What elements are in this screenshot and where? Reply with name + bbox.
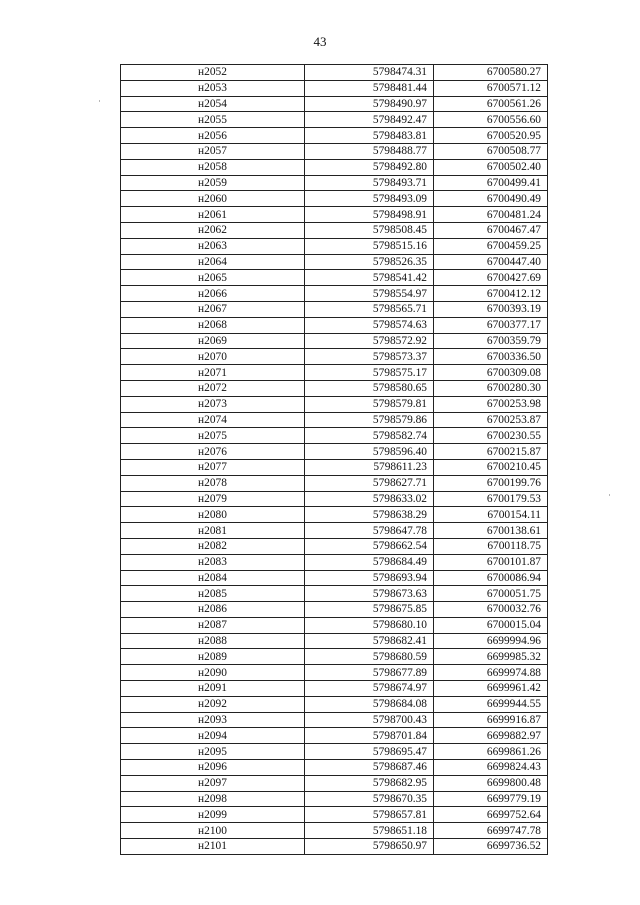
y-coordinate-cell: 6700210.45 [434,459,548,475]
x-coordinate-cell: 5798677.89 [305,665,434,681]
table-row [121,744,548,760]
table-row [121,728,548,744]
y-coordinate-cell: 6700118.75 [434,538,548,554]
x-coordinate-cell: 5798493.71 [305,175,434,191]
table-row [121,712,548,728]
y-coordinate-cell: 6699994.96 [434,633,548,649]
point-id-cell: н2059 [121,175,305,191]
table-row [121,365,548,381]
table-row [121,112,548,128]
y-coordinate-cell: 6699779.19 [434,791,548,807]
y-coordinate-cell: 6700138.61 [434,523,548,539]
point-id-cell: н2087 [121,617,305,633]
table-row [121,128,548,144]
point-id-cell: н2098 [121,791,305,807]
table-row [121,191,548,207]
x-coordinate-cell: 5798700.43 [305,712,434,728]
table-row [121,65,548,81]
table-row [121,444,548,460]
table-row [121,570,548,586]
point-id-cell: н2094 [121,728,305,744]
y-coordinate-cell: 6700459.25 [434,238,548,254]
x-coordinate-cell: 5798579.81 [305,396,434,412]
point-id-cell: н2088 [121,633,305,649]
table-row [121,80,548,96]
point-id-cell: н2056 [121,128,305,144]
y-coordinate-cell: 6700499.41 [434,175,548,191]
point-id-cell: н2078 [121,475,305,491]
table-row [121,681,548,697]
table-row [121,554,548,570]
x-coordinate-cell: 5798572.92 [305,333,434,349]
table-row [121,349,548,365]
y-coordinate-cell: 6700230.55 [434,428,548,444]
y-coordinate-cell: 6700393.19 [434,301,548,317]
x-coordinate-cell: 5798627.71 [305,475,434,491]
x-coordinate-cell: 5798673.63 [305,586,434,602]
point-id-cell: н2069 [121,333,305,349]
x-coordinate-cell: 5798680.10 [305,617,434,633]
x-coordinate-cell: 5798680.59 [305,649,434,665]
table-row [121,491,548,507]
y-coordinate-cell: 6699916.87 [434,712,548,728]
point-id-cell: н2100 [121,823,305,839]
x-coordinate-cell: 5798701.84 [305,728,434,744]
x-coordinate-cell: 5798493.09 [305,191,434,207]
point-id-cell: н2080 [121,507,305,523]
x-coordinate-cell: 5798554.97 [305,286,434,302]
x-coordinate-cell: 5798515.16 [305,238,434,254]
x-coordinate-cell: 5798488.77 [305,143,434,159]
y-coordinate-cell: 6699736.52 [434,839,548,855]
x-coordinate-cell: 5798498.91 [305,207,434,223]
y-coordinate-cell: 6700412.12 [434,286,548,302]
table-row [121,207,548,223]
table-row [121,665,548,681]
y-coordinate-cell: 6700508.77 [434,143,548,159]
point-id-cell: н2054 [121,96,305,112]
x-coordinate-cell: 5798565.71 [305,301,434,317]
y-coordinate-cell: 6700359.79 [434,333,548,349]
x-coordinate-cell: 5798474.31 [305,65,434,81]
y-coordinate-cell: 6699747.78 [434,823,548,839]
x-coordinate-cell: 5798492.80 [305,159,434,175]
table-row [121,175,548,191]
scan-speck [609,494,610,496]
y-coordinate-cell: 6699944.55 [434,696,548,712]
point-id-cell: н2092 [121,696,305,712]
table-row [121,791,548,807]
coordinates-table [120,64,548,855]
point-id-cell: н2084 [121,570,305,586]
point-id-cell: н2096 [121,760,305,776]
y-coordinate-cell: 6700253.87 [434,412,548,428]
y-coordinate-cell: 6700199.76 [434,475,548,491]
y-coordinate-cell: 6700556.60 [434,112,548,128]
table-row [121,602,548,618]
point-id-cell: н2073 [121,396,305,412]
y-coordinate-cell: 6700571.12 [434,80,548,96]
table-row [121,775,548,791]
point-id-cell: н2093 [121,712,305,728]
point-id-cell: н2079 [121,491,305,507]
x-coordinate-cell: 5798541.42 [305,270,434,286]
x-coordinate-cell: 5798682.41 [305,633,434,649]
x-coordinate-cell: 5798675.85 [305,602,434,618]
point-id-cell: н2089 [121,649,305,665]
point-id-cell: н2055 [121,112,305,128]
point-id-cell: н2071 [121,365,305,381]
point-id-cell: н2066 [121,286,305,302]
y-coordinate-cell: 6700015.04 [434,617,548,633]
x-coordinate-cell: 5798611.23 [305,459,434,475]
point-id-cell: н2060 [121,191,305,207]
x-coordinate-cell: 5798638.29 [305,507,434,523]
table-row [121,254,548,270]
y-coordinate-cell: 6700086.94 [434,570,548,586]
table-row [121,286,548,302]
x-coordinate-cell: 5798580.65 [305,380,434,396]
table-row [121,586,548,602]
point-id-cell: н2076 [121,444,305,460]
table-row [121,523,548,539]
point-id-cell: н2077 [121,459,305,475]
point-id-cell: н2082 [121,538,305,554]
x-coordinate-cell: 5798662.54 [305,538,434,554]
x-coordinate-cell: 5798633.02 [305,491,434,507]
x-coordinate-cell: 5798657.81 [305,807,434,823]
table-row [121,633,548,649]
point-id-cell: н2072 [121,380,305,396]
point-id-cell: н2083 [121,554,305,570]
x-coordinate-cell: 5798574.63 [305,317,434,333]
table-row [121,396,548,412]
point-id-cell: н2090 [121,665,305,681]
x-coordinate-cell: 5798684.49 [305,554,434,570]
scan-speck [99,100,100,102]
y-coordinate-cell: 6700427.69 [434,270,548,286]
point-id-cell: н2074 [121,412,305,428]
table-row [121,807,548,823]
y-coordinate-cell: 6700520.95 [434,128,548,144]
table-row [121,839,548,855]
table-row [121,333,548,349]
table-row [121,428,548,444]
x-coordinate-cell: 5798596.40 [305,444,434,460]
table-row [121,412,548,428]
point-id-cell: н2057 [121,143,305,159]
point-id-cell: н2070 [121,349,305,365]
table-row [121,159,548,175]
point-id-cell: н2075 [121,428,305,444]
point-id-cell: н2061 [121,207,305,223]
y-coordinate-cell: 6699800.48 [434,775,548,791]
x-coordinate-cell: 5798651.18 [305,823,434,839]
y-coordinate-cell: 6700309.08 [434,365,548,381]
table-row [121,459,548,475]
point-id-cell: н2085 [121,586,305,602]
point-id-cell: н2097 [121,775,305,791]
point-id-cell: н2064 [121,254,305,270]
x-coordinate-cell: 5798695.47 [305,744,434,760]
y-coordinate-cell: 6700280.30 [434,380,548,396]
x-coordinate-cell: 5798508.45 [305,222,434,238]
y-coordinate-cell: 6700467.47 [434,222,548,238]
table-row [121,317,548,333]
y-coordinate-cell: 6700502.40 [434,159,548,175]
table-row [121,760,548,776]
point-id-cell: н2095 [121,744,305,760]
y-coordinate-cell: 6699974.88 [434,665,548,681]
table-row [121,507,548,523]
y-coordinate-cell: 6700377.17 [434,317,548,333]
table-row [121,270,548,286]
table-row [121,823,548,839]
point-id-cell: н2052 [121,65,305,81]
y-coordinate-cell: 6700101.87 [434,554,548,570]
table-row [121,617,548,633]
x-coordinate-cell: 5798575.17 [305,365,434,381]
page-number: 43 [313,34,327,49]
x-coordinate-cell: 5798693.94 [305,570,434,586]
y-coordinate-cell: 6700481.24 [434,207,548,223]
x-coordinate-cell: 5798687.46 [305,760,434,776]
point-id-cell: н2063 [121,238,305,254]
y-coordinate-cell: 6700032.76 [434,602,548,618]
y-coordinate-cell: 6700447.40 [434,254,548,270]
point-id-cell: н2067 [121,301,305,317]
x-coordinate-cell: 5798481.44 [305,80,434,96]
point-id-cell: н2086 [121,602,305,618]
y-coordinate-cell: 6699824.43 [434,760,548,776]
point-id-cell: н2062 [121,222,305,238]
table-row [121,696,548,712]
x-coordinate-cell: 5798684.08 [305,696,434,712]
y-coordinate-cell: 6700154.11 [434,507,548,523]
table-row [121,222,548,238]
x-coordinate-cell: 5798483.81 [305,128,434,144]
y-coordinate-cell: 6700051.75 [434,586,548,602]
table-row [121,538,548,554]
y-coordinate-cell: 6699961.42 [434,681,548,697]
y-coordinate-cell: 6700580.27 [434,65,548,81]
point-id-cell: н2065 [121,270,305,286]
y-coordinate-cell: 6700179.53 [434,491,548,507]
table-row [121,96,548,112]
table-row [121,380,548,396]
y-coordinate-cell: 6700215.87 [434,444,548,460]
y-coordinate-cell: 6699752.64 [434,807,548,823]
y-coordinate-cell: 6700490.49 [434,191,548,207]
y-coordinate-cell: 6699882.97 [434,728,548,744]
x-coordinate-cell: 5798492.47 [305,112,434,128]
y-coordinate-cell: 6699861.26 [434,744,548,760]
point-id-cell: н2068 [121,317,305,333]
x-coordinate-cell: 5798526.35 [305,254,434,270]
table-row [121,238,548,254]
y-coordinate-cell: 6699985.32 [434,649,548,665]
x-coordinate-cell: 5798674.97 [305,681,434,697]
point-id-cell: н2101 [121,839,305,855]
x-coordinate-cell: 5798647.78 [305,523,434,539]
table-row [121,475,548,491]
table-row [121,143,548,159]
coordinates-table-body [121,65,548,855]
point-id-cell: н2053 [121,80,305,96]
x-coordinate-cell: 5798573.37 [305,349,434,365]
x-coordinate-cell: 5798490.97 [305,96,434,112]
point-id-cell: н2091 [121,681,305,697]
point-id-cell: н2081 [121,523,305,539]
y-coordinate-cell: 6700253.98 [434,396,548,412]
table-row [121,301,548,317]
point-id-cell: н2099 [121,807,305,823]
x-coordinate-cell: 5798682.95 [305,775,434,791]
x-coordinate-cell: 5798579.86 [305,412,434,428]
x-coordinate-cell: 5798650.97 [305,839,434,855]
point-id-cell: н2058 [121,159,305,175]
y-coordinate-cell: 6700561.26 [434,96,548,112]
x-coordinate-cell: 5798670.35 [305,791,434,807]
y-coordinate-cell: 6700336.50 [434,349,548,365]
x-coordinate-cell: 5798582.74 [305,428,434,444]
table-row [121,649,548,665]
